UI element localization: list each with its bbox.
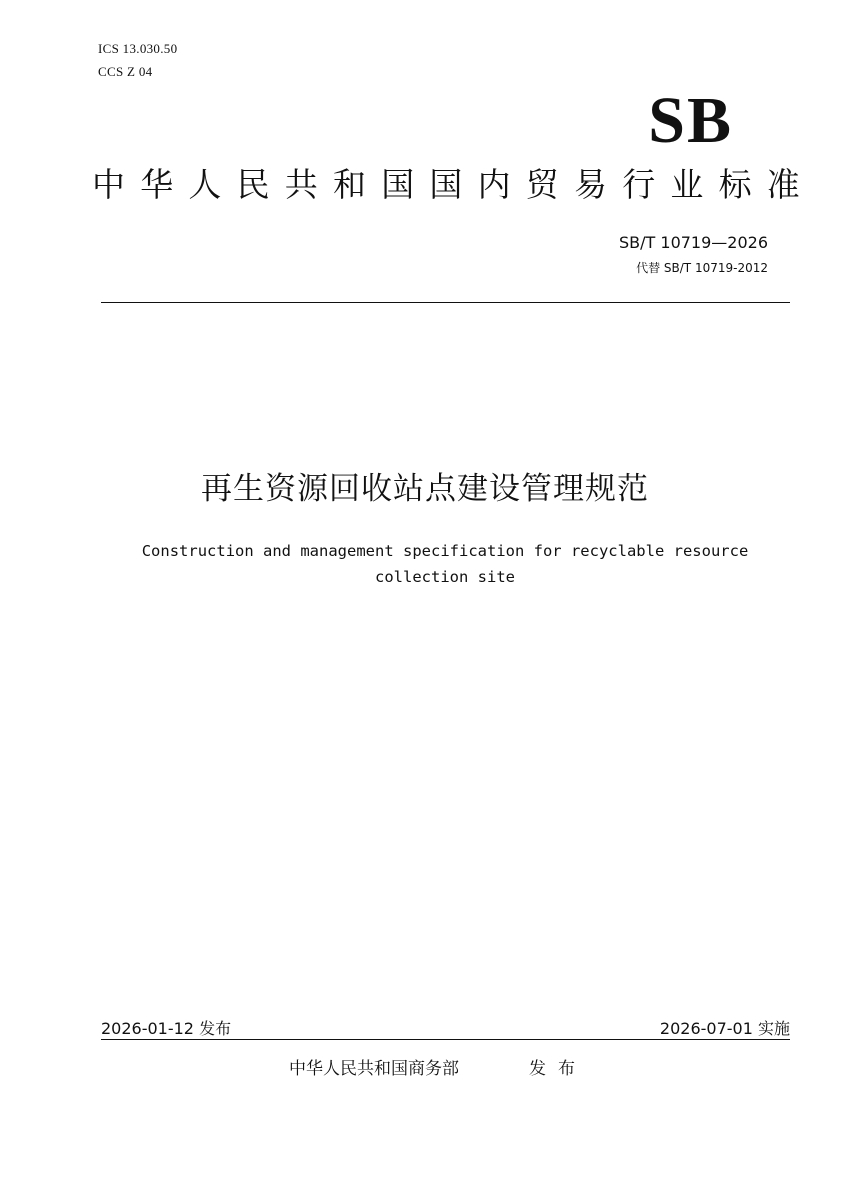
standard-category-title: 中华人民共和国国内贸易行业标准 (92, 165, 815, 204)
ccs-code: CCS Z 04 (98, 64, 153, 79)
document-title-chinese: 再生资源回收站点建设管理规范 (201, 471, 649, 507)
issue-label: 发布 (529, 1059, 587, 1079)
issuing-authority: 中华人民共和国商务部 (289, 1059, 459, 1079)
publish-date: 2026-01-12 发布 (101, 1019, 232, 1038)
footer-divider (101, 1039, 790, 1040)
ics-code: ICS 13.030.50 (98, 41, 178, 56)
standard-number: SB/T 10719—2026 (619, 233, 768, 252)
implementation-date: 2026-07-01 实施 (659, 1019, 790, 1038)
sb-logo: SB (648, 84, 733, 157)
document-title-english: Construction and management specification for recyclable resource collection site (141, 542, 749, 586)
header-divider (101, 302, 790, 303)
replaced-standard: 代替 SB/T 10719-2012 (636, 261, 768, 275)
